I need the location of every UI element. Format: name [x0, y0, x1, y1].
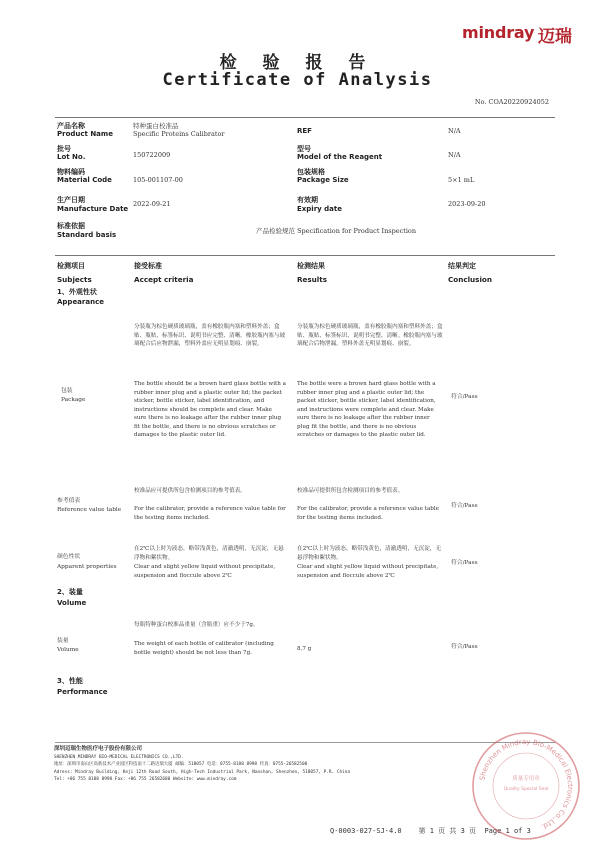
- label-expiry-en: Expiry date: [297, 205, 342, 213]
- section-volume-cn: 2、装量: [57, 588, 83, 596]
- row-package-conclusion: 符合/Pass: [451, 394, 478, 400]
- row-apparent-result-cn: 在2℃以上时为液态，略带浅黄色，清澈透明，无沉淀，无悬浮物和絮状物。: [297, 546, 442, 561]
- row-volume-result: 8.7 g: [297, 646, 312, 652]
- footer-company-cn: 深圳迈瑞生物医疗电子股份有限公司: [54, 746, 143, 752]
- section-performance-en: Performance: [57, 688, 108, 696]
- divider: [55, 117, 555, 118]
- product-name-cn: 特种蛋白校准品: [133, 122, 179, 130]
- page-cn: 第 1 页 共 3 页: [418, 827, 477, 835]
- header-subjects-cn: 检测项目: [57, 262, 85, 270]
- row-reference-criteria-en: For the calibrator, provide a reference value table for the testing items included.: [134, 506, 286, 521]
- section-appearance-cn: 1、外观性状: [57, 288, 97, 296]
- ref-value: N/A: [448, 127, 461, 135]
- row-volume-conclusion: 符合/Pass: [451, 644, 478, 650]
- footer-company-en: SHENZHEN MINDRAY BIO-MEDICAL ELECTRONICS CO.,LTD.: [54, 754, 184, 760]
- header-results-en: Results: [297, 275, 327, 284]
- label-material-cn: 物料编码: [57, 168, 85, 176]
- row-package-result-cn: 分装瓶为棕色硬质玻璃瓶，盖有橡胶瓶内塞和塑料外盖；盒贴、瓶贴、标签标识、说明书完整、清晰。橡胶瓶内塞与玻璃配合后物泄漏，塑料外盖无明显划痕、崩裂。: [297, 324, 443, 347]
- label-product-name-cn: 产品名称: [57, 122, 85, 130]
- header-conclusion-cn: 结果判定: [448, 262, 476, 270]
- footer-contact: Tel: +86 755 8188 8998 Fax: +86 755 26582680 Website: www.mindray.com: [54, 777, 237, 782]
- label-standard-cn: 标准依据: [57, 222, 85, 230]
- row-reference-conclusion: 符合/Pass: [451, 503, 478, 509]
- row-reference-label-cn: 参考值表: [57, 498, 81, 504]
- label-lot-cn: 批号: [57, 145, 71, 153]
- row-reference-result-en: For the calibrator, provide a reference value table for the testing items included.: [297, 506, 439, 521]
- section-appearance-en: Appearance: [57, 298, 104, 306]
- row-reference-result-cn: 校准品可提供所包含检测项目的参考值表。: [297, 488, 404, 494]
- standard-basis-value: 产品检验规范 Specification for Product Inspection: [256, 227, 417, 235]
- label-package-size-en: Package Size: [297, 176, 349, 184]
- header-results-cn: 检测结果: [297, 262, 325, 270]
- quality-seal: [470, 730, 582, 842]
- header-criteria-cn: 接受标准: [134, 262, 162, 270]
- row-apparent-label-cn: 颜色性状: [57, 554, 81, 560]
- expiry-value: 2023-09-20: [448, 200, 486, 208]
- label-mfg-date-cn: 生产日期: [57, 196, 85, 204]
- seal-inner-cn: 质量专用章: [512, 776, 540, 782]
- header-subjects-en: Subjects: [57, 275, 92, 284]
- footer-address-cn: 地址：深圳市南山区高新技术产业园区科技南十二路迈瑞大厦 邮编：518057 电话：0755-8188 8998 传真：0755-26582500: [54, 762, 308, 767]
- manufacture-date: 2022-09-21: [133, 200, 171, 208]
- label-mfg-date-en: Manufacture Date: [57, 205, 129, 213]
- page-en: Page 1 of 3: [484, 827, 531, 835]
- label-material-en: Material Code: [57, 176, 112, 184]
- row-package-label-cn: 包装: [61, 388, 73, 394]
- row-apparent-result-en: Clear and slight yellow liquid without precipitate, suspension and floccule above 2℃: [297, 564, 439, 579]
- footer-address-en: Adress: Mindray Building, Keji 12th Road South, High-Tech Industrial Park, Nanshan, Shenzhen, 518057, P.R. China: [54, 769, 351, 775]
- label-product-name-en: Product Name: [57, 130, 113, 138]
- label-model-cn: 型号: [297, 145, 311, 153]
- package-size-value: 5×1 mL: [448, 176, 475, 184]
- row-volume-label-cn: 装量: [57, 638, 69, 644]
- document-number: No. COA20220924052: [474, 98, 549, 106]
- row-package-result-en: The bottle were a brown hard glass bottle with a rubber inner plug and a plastic outer lid; the packet sticker, bottle sticker, label identification, and instructions were complete and clear. Make sure there is no leakage after the rubber inner plug fit the bottle, and there is no obvious scratches or damages to the plastic outer lid.: [297, 381, 436, 438]
- doc-code: Q-0003-027-SJ-4.0: [330, 827, 402, 835]
- header-conclusion-en: Conclusion: [448, 275, 492, 284]
- row-volume-criteria-en: The weight of each bottle of calibrator (including bottle weight) should be not less than 7g.: [134, 641, 274, 656]
- row-volume-label-en: Volume: [57, 647, 79, 653]
- section-performance-cn: 3、性能: [57, 677, 83, 685]
- row-package-label-en: Package: [61, 397, 86, 403]
- footer-block: [54, 746, 350, 784]
- label-lot-en: Lot No.: [57, 153, 86, 161]
- row-apparent-criteria-cn: 在2℃以上时为液态，略带浅黄色，清澈透明，无沉淀，无悬浮物和絮状物。: [134, 546, 284, 561]
- row-apparent-conclusion: 符合/Pass: [451, 560, 478, 566]
- lot-number: 150722009: [133, 151, 171, 159]
- label-standard-en: Standard basis: [57, 231, 117, 239]
- logo-text-en: mindray: [462, 23, 535, 42]
- seal-ring-text: Shenzhen Mindray Bio-Medical Electronics Co.,Ltd.: [478, 737, 575, 831]
- mindray-logo: [462, 22, 582, 47]
- row-reference-criteria-cn: 校准品应可提供所包含检测项目的参考值表。: [134, 488, 246, 494]
- row-reference-label-en: Reference value table: [57, 507, 122, 513]
- row-apparent-label-en: Apparent properties: [57, 564, 117, 570]
- logo-text-cn: 迈瑞: [538, 27, 572, 47]
- material-code: 105-001107-00: [133, 176, 183, 184]
- divider: [55, 255, 555, 256]
- seal-inner-en: Quality Special Seal: [503, 787, 549, 792]
- header-criteria-en: Accept criteria: [134, 275, 194, 284]
- label-ref: REF: [297, 127, 312, 135]
- label-model-en: Model of the Reagent: [297, 153, 383, 161]
- row-apparent-criteria-en: Clear and slight yellow liquid without precipitate, suspension and floccule above 2℃: [134, 564, 276, 579]
- title-cn: 检 验 报 告: [219, 53, 376, 73]
- title-en: Certificate of Analysis: [162, 70, 433, 90]
- row-volume-criteria-cn: 每瓶特种蛋白校准品重量（含瓶重）应不少于7g。: [134, 622, 259, 628]
- label-expiry-cn: 有效期: [297, 196, 318, 204]
- product-name-en: Specific Proteins Calibrator: [133, 130, 225, 138]
- row-package-criteria-cn: 分装瓶为棕色硬质玻璃瓶，盖有橡胶瓶内塞和塑料外盖；盒贴、瓶贴、标签标识、说明书应完整、清晰。橡胶瓶内塞与玻璃配合后应物泄漏，塑料外盖应无明显划痕、崩裂。: [134, 324, 286, 347]
- model-value: N/A: [448, 151, 461, 159]
- section-volume-en: Volume: [57, 599, 87, 607]
- row-package-criteria-en: The bottle should be a brown hard glass bottle with a rubber inner plug and a plastic outer lid; the packet sticker, bottle sticker, label identification, and instructions should be complete and clear. Make sure there is no leakage after the rubber inner plug fit the bottle, and there is no obvious scratches or damages to the plastic outer lid.: [134, 381, 286, 438]
- label-package-size-cn: 包装规格: [297, 168, 325, 176]
